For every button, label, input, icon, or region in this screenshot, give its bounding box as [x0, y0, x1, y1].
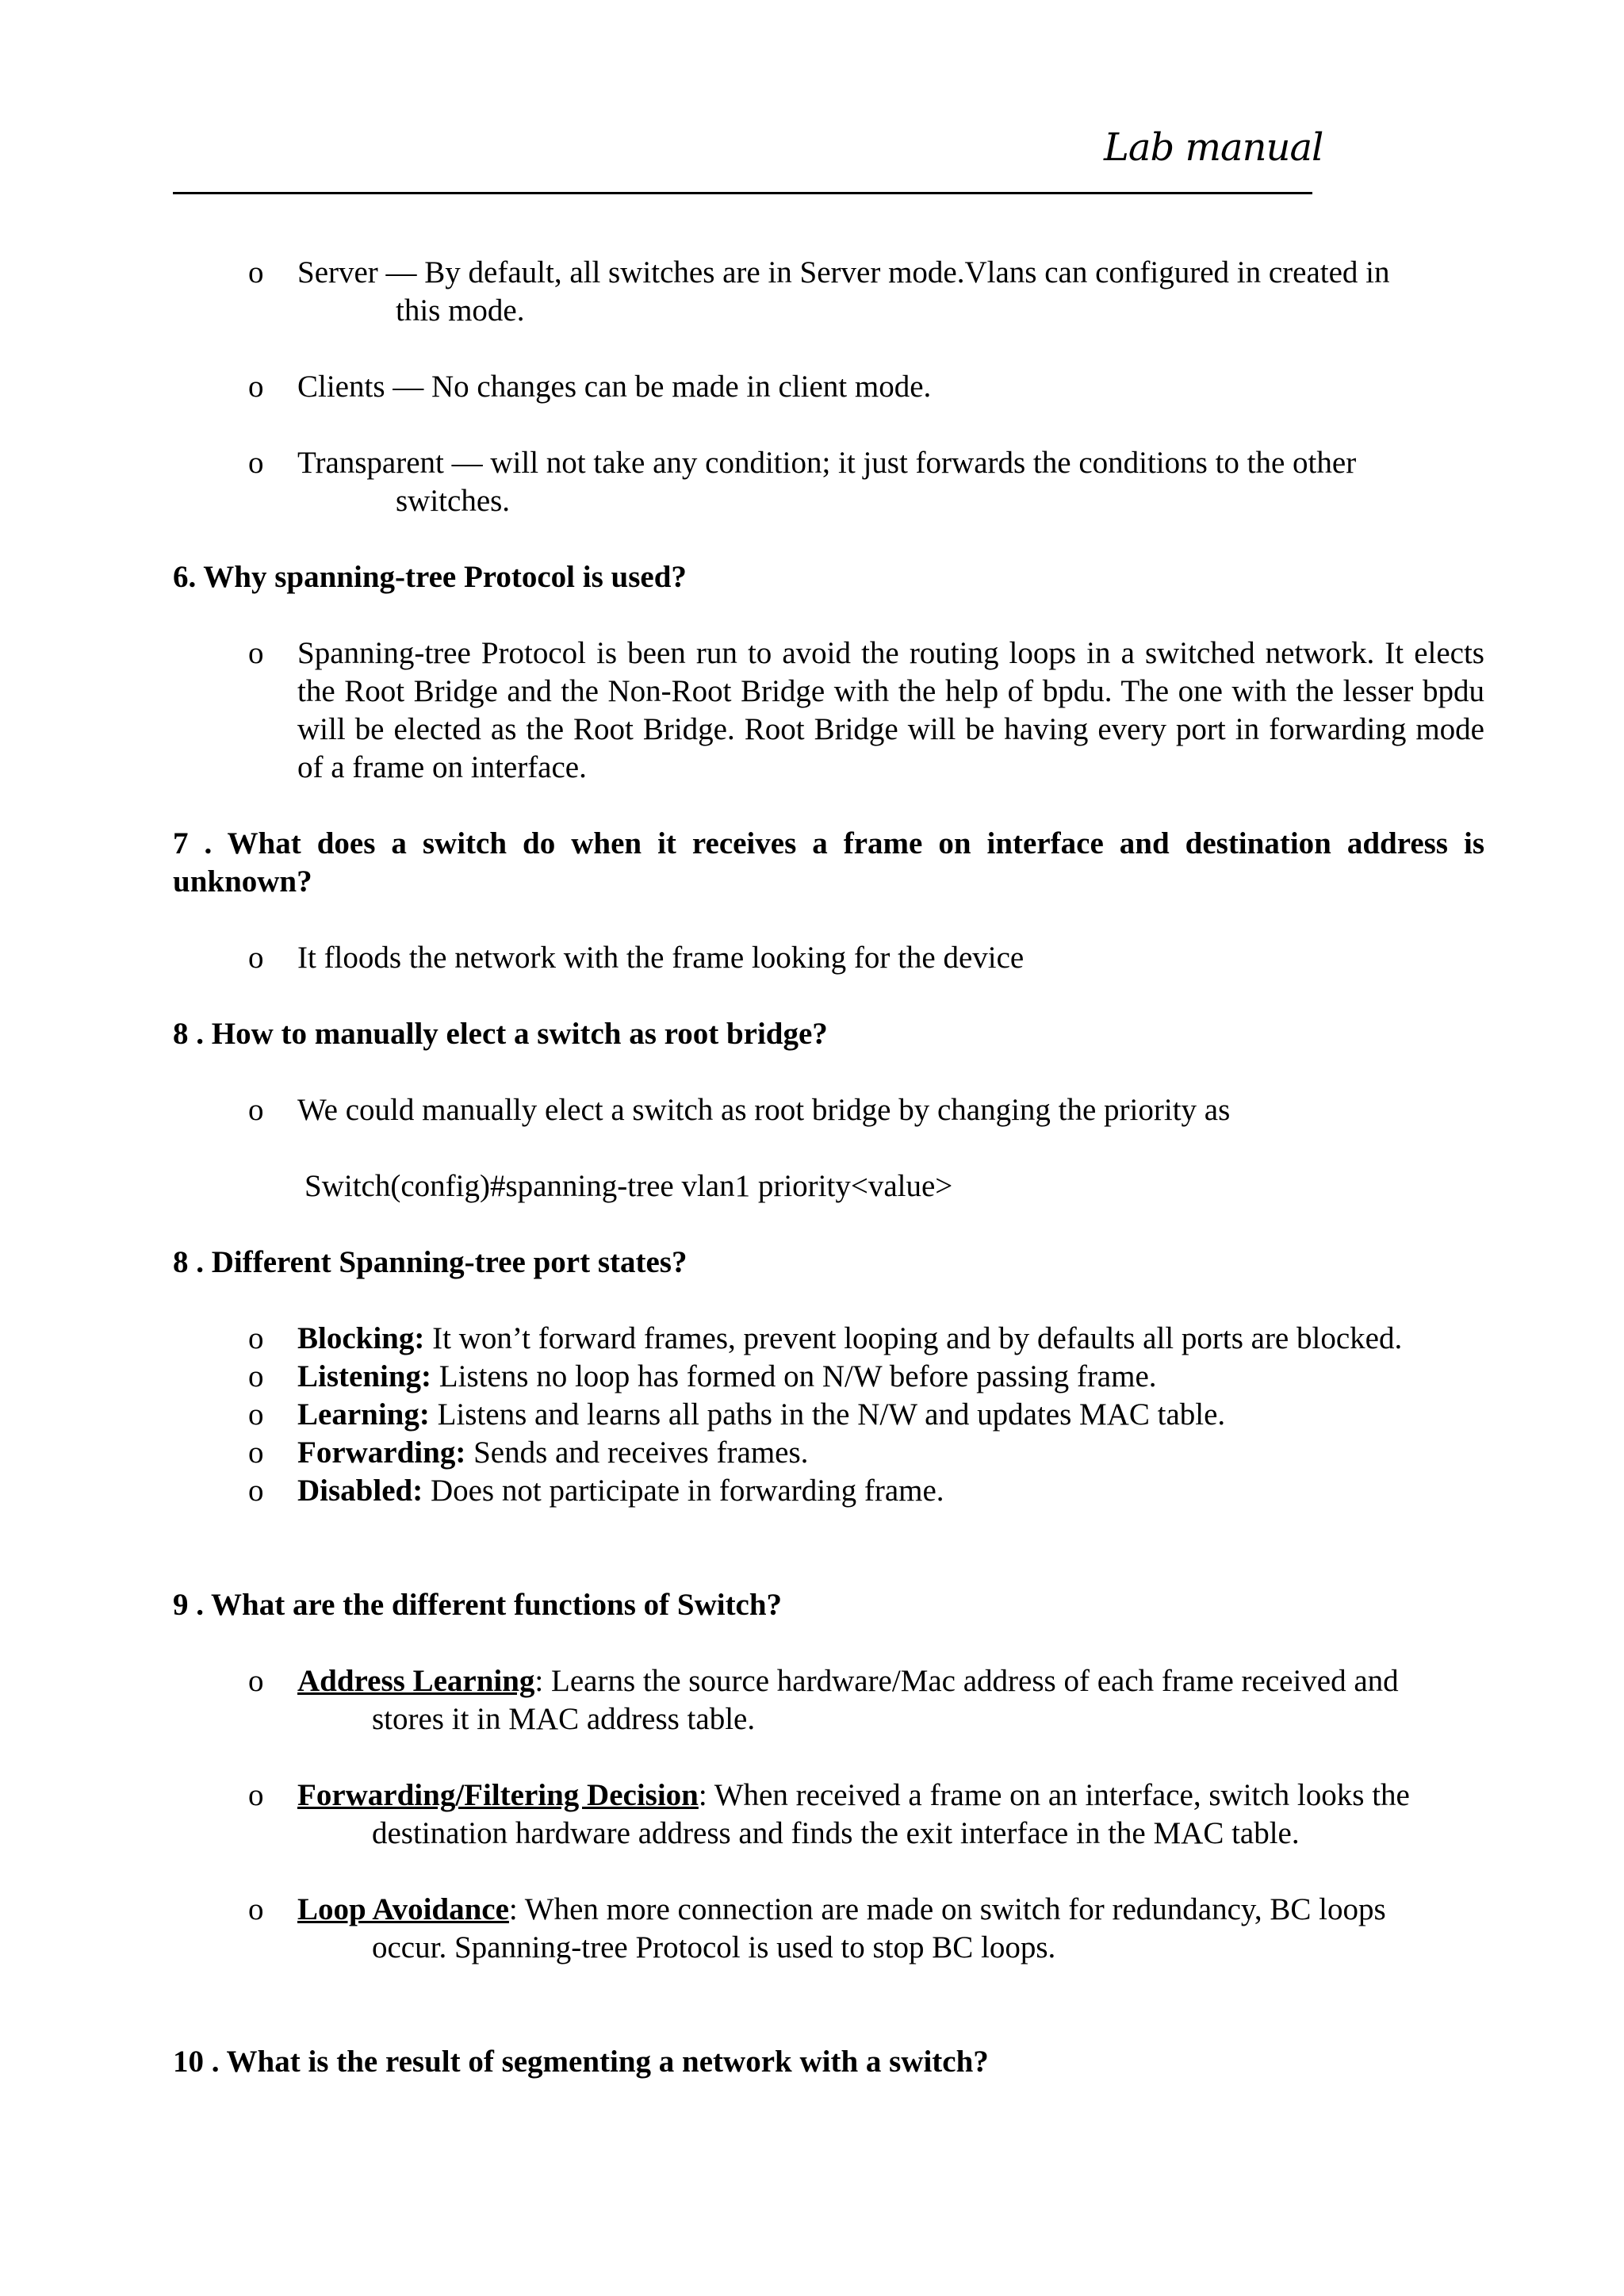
bullet-mark: o — [248, 1359, 264, 1393]
spacer — [173, 2005, 1484, 2043]
function-continuation: destination hardware address and finds the exit interface in the MAC table. — [372, 1816, 1300, 1850]
bullet-mark: o — [248, 1892, 264, 1926]
list-item-text: Transparent — will not take any condition; it just forwards the conditions to the other — [297, 446, 1357, 480]
port-state-blocking — [173, 1320, 1484, 1358]
bullet-mark: o — [248, 370, 264, 404]
function-continuation: stores it in MAC address table. — [372, 1702, 756, 1736]
question-8-root-bridge-heading: 8 . How to manually elect a switch as root bridge? — [173, 1017, 828, 1051]
port-state-desc: Does not participate in forwarding frame. — [423, 1474, 944, 1508]
port-state-desc: It won’t forward frames, prevent looping and by defaults all ports are blocked. — [424, 1321, 1403, 1355]
bullet-mark: o — [248, 1474, 264, 1508]
bullet-mark: o — [248, 1321, 264, 1355]
answer-text: Spanning-tree Protocol is been run to avoid the routing loops in a switched network. It elects the Root Bridge and the Non-Root Bridge with the help of bpdu. The one with the lesser bpdu will be elected as the Root Bridge. Root Bridge will be having every port in forwarding mode of a frame on interface. — [297, 636, 1484, 784]
function-term: Forwarding/Filtering Decision — [297, 1778, 699, 1812]
port-state-term: Forwarding: — [297, 1435, 466, 1470]
answer-6 — [173, 634, 1484, 787]
list-item-transparent-mode — [173, 444, 1484, 520]
bullet-mark: o — [248, 1778, 264, 1812]
function-continuation: occur. Spanning-tree Protocol is used to stop BC loops. — [372, 1930, 1056, 1964]
bullet-mark: o — [248, 1664, 264, 1698]
bullet-mark: o — [248, 1435, 264, 1470]
switch-function-forwarding-filtering — [173, 1777, 1484, 1853]
port-state-term: Learning: — [297, 1397, 430, 1432]
question-9-heading: 9 . What are the different functions of Switch? — [173, 1588, 783, 1622]
function-desc: : When received a frame on an interface, switch looks the — [698, 1778, 1410, 1812]
question-10-heading: 10 . What is the result of segmenting a network with a switch? — [173, 2045, 989, 2079]
port-state-listening — [173, 1358, 1484, 1396]
list-item-server-mode — [173, 254, 1484, 330]
page-content — [173, 254, 1484, 2119]
list-item-text: Clients — No changes can be made in client mode. — [297, 370, 932, 404]
question-7-heading: 7 . What does a switch do when it receives a frame on interface and destination address is unknown? — [173, 826, 1484, 899]
port-state-learning — [173, 1396, 1484, 1434]
port-state-term: Listening: — [297, 1359, 432, 1393]
answer-text: It floods the network with the frame looking for the device — [297, 941, 1025, 975]
header-divider — [173, 192, 1312, 194]
answer-7 — [173, 939, 1484, 977]
function-term: Address Learning — [297, 1664, 535, 1698]
list-item-continuation: this mode. — [396, 293, 525, 328]
list-item-client-mode — [173, 368, 1484, 406]
switch-function-address-learning — [173, 1662, 1484, 1738]
port-state-desc: Sends and receives frames. — [465, 1435, 809, 1470]
answer-text: We could manually elect a switch as root bridge by changing the priority as — [297, 1093, 1231, 1127]
function-desc: : When more connection are made on switch for redundancy, BC loops — [508, 1892, 1386, 1926]
bullet-mark: o — [248, 446, 264, 480]
port-state-desc: Listens no loop has formed on N/W before passing frame. — [431, 1359, 1157, 1393]
switch-function-loop-avoidance — [173, 1891, 1484, 1967]
port-state-forwarding — [173, 1434, 1484, 1472]
list-item-continuation: switches. — [396, 484, 511, 518]
spacer — [173, 1548, 1484, 1586]
port-state-term: Disabled: — [297, 1474, 423, 1508]
bullet-mark: o — [248, 1397, 264, 1432]
function-desc: : Learns the source hardware/Mac address of each frame received and — [534, 1664, 1399, 1698]
port-state-term: Blocking: — [297, 1321, 425, 1355]
page-header-title: Lab manual — [1104, 125, 1323, 170]
port-state-desc: Listens and learns all paths in the N/W and updates MAC table. — [429, 1397, 1226, 1432]
bullet-mark: o — [248, 1093, 264, 1127]
command-example: Switch(config)#spanning-tree vlan1 priority<value> — [304, 1169, 953, 1203]
port-state-disabled — [173, 1472, 1484, 1510]
question-6-heading: 6. Why spanning-tree Protocol is used? — [173, 560, 687, 594]
bullet-mark: o — [248, 941, 264, 975]
question-8-port-states-heading: 8 . Different Spanning-tree port states? — [173, 1245, 688, 1279]
bullet-mark: o — [248, 636, 264, 670]
list-item-text: Server — By default, all switches are in Server mode.Vlans can configured in created in — [297, 255, 1390, 289]
function-term: Loop Avoidance — [297, 1892, 509, 1926]
answer-8-root-bridge — [173, 1091, 1484, 1129]
bullet-mark: o — [248, 255, 264, 289]
